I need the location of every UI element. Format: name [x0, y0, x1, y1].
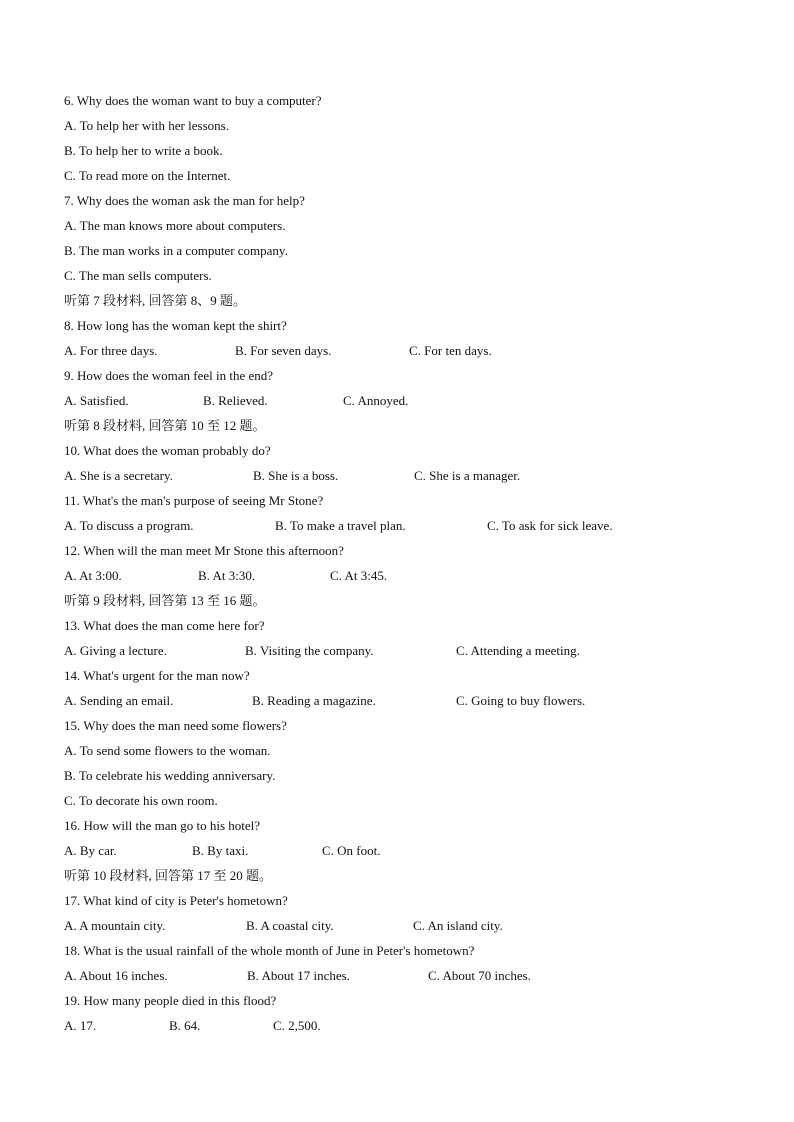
question-line: [0, 813, 794, 838]
option-text: C. To decorate his own room.: [64, 793, 218, 808]
question-text: 19. How many people died in this flood?: [64, 993, 277, 1008]
question-line: [0, 938, 794, 963]
option-a: A. Satisfied.: [64, 393, 129, 408]
question-line: [0, 538, 794, 563]
option-c: C. Attending a meeting.: [456, 643, 580, 658]
question-text: 15. Why does the man need some flowers?: [64, 718, 287, 733]
options-row: [0, 563, 794, 588]
option-a: A. To discuss a program.: [64, 518, 194, 533]
options-row: [0, 463, 794, 488]
question-text: 9. How does the woman feel in the end?: [64, 368, 274, 383]
section-heading-text: 听第 7 段材料, 回答第 8、9 题。: [64, 293, 247, 308]
option-line: [0, 138, 794, 163]
option-line: [0, 238, 794, 263]
option-c: C. For ten days.: [409, 343, 492, 358]
option-b: B. Visiting the company.: [245, 643, 374, 658]
option-line: [0, 113, 794, 138]
option-b: B. About 17 inches.: [247, 968, 350, 983]
option-c: C. An island city.: [413, 918, 503, 933]
question-text: 6. Why does the woman want to buy a computer?: [64, 93, 322, 108]
options-row: [0, 638, 794, 663]
section-heading: [0, 413, 794, 438]
options-row: [0, 513, 794, 538]
option-text: C. The man sells computers.: [64, 268, 212, 283]
options-row: [0, 338, 794, 363]
option-c: C. 2,500.: [273, 1018, 321, 1033]
question-line: [0, 363, 794, 388]
option-line: [0, 763, 794, 788]
question-text: 11. What's the man's purpose of seeing Mr Stone?: [64, 493, 324, 508]
options-row: [0, 1013, 794, 1038]
option-b: B. 64.: [169, 1018, 201, 1033]
option-b: B. A coastal city.: [246, 918, 334, 933]
section-heading: [0, 863, 794, 888]
question-text: 12. When will the man meet Mr Stone this afternoon?: [64, 543, 344, 558]
section-heading-text: 听第 9 段材料, 回答第 13 至 16 题。: [64, 593, 266, 608]
option-line: [0, 263, 794, 288]
option-text: A. The man knows more about computers.: [64, 218, 286, 233]
question-line: [0, 663, 794, 688]
option-b: B. By taxi.: [192, 843, 249, 858]
option-text: B. To celebrate his wedding anniversary.: [64, 768, 276, 783]
option-a: A. For three days.: [64, 343, 158, 358]
option-b: B. Relieved.: [203, 393, 268, 408]
exam-page: [0, 88, 794, 1038]
question-line: [0, 188, 794, 213]
option-a: A. 17.: [64, 1018, 97, 1033]
question-line: [0, 713, 794, 738]
question-text: 14. What's urgent for the man now?: [64, 668, 250, 683]
question-line: [0, 988, 794, 1013]
question-text: 18. What is the usual rainfall of the whole month of June in Peter's hometown?: [64, 943, 475, 958]
option-a: A. Giving a lecture.: [64, 643, 167, 658]
option-text: A. To send some flowers to the woman.: [64, 743, 271, 758]
question-line: [0, 488, 794, 513]
option-a: A. A mountain city.: [64, 918, 166, 933]
option-c: C. To ask for sick leave.: [487, 518, 613, 533]
section-heading: [0, 288, 794, 313]
option-c: C. Annoyed.: [343, 393, 409, 408]
question-line: [0, 313, 794, 338]
option-line: [0, 163, 794, 188]
option-line: [0, 788, 794, 813]
option-c: C. She is a manager.: [414, 468, 521, 483]
option-text: C. To read more on the Internet.: [64, 168, 231, 183]
option-text: B. To help her to write a book.: [64, 143, 223, 158]
option-b: B. To make a travel plan.: [275, 518, 406, 533]
question-text: 7. Why does the woman ask the man for help?: [64, 193, 305, 208]
section-heading: [0, 588, 794, 613]
option-b: B. She is a boss.: [253, 468, 339, 483]
option-c: C. At 3:45.: [330, 568, 388, 583]
option-a: A. By car.: [64, 843, 117, 858]
option-a: A. At 3:00.: [64, 568, 122, 583]
option-c: C. About 70 inches.: [428, 968, 531, 983]
question-text: 10. What does the woman probably do?: [64, 443, 271, 458]
option-a: A. Sending an email.: [64, 693, 174, 708]
option-text: B. The man works in a computer company.: [64, 243, 288, 258]
question-text: 17. What kind of city is Peter's hometown?: [64, 893, 288, 908]
option-b: B. For seven days.: [235, 343, 332, 358]
options-row: [0, 688, 794, 713]
question-line: [0, 613, 794, 638]
question-text: 16. How will the man go to his hotel?: [64, 818, 261, 833]
question-text: 13. What does the man come here for?: [64, 618, 265, 633]
option-a: A. She is a secretary.: [64, 468, 173, 483]
section-heading-text: 听第 10 段材料, 回答第 17 至 20 题。: [64, 868, 273, 883]
option-line: [0, 213, 794, 238]
option-line: [0, 738, 794, 763]
options-row: [0, 963, 794, 988]
question-line: [0, 888, 794, 913]
question-text: 8. How long has the woman kept the shirt?: [64, 318, 287, 333]
question-line: [0, 88, 794, 113]
options-row: [0, 838, 794, 863]
question-line: [0, 438, 794, 463]
section-heading-text: 听第 8 段材料, 回答第 10 至 12 题。: [64, 418, 266, 433]
option-c: C. On foot.: [322, 843, 381, 858]
option-b: B. At 3:30.: [198, 568, 256, 583]
option-c: C. Going to buy flowers.: [456, 693, 586, 708]
option-text: A. To help her with her lessons.: [64, 118, 229, 133]
options-row: [0, 388, 794, 413]
option-b: B. Reading a magazine.: [252, 693, 376, 708]
options-row: [0, 913, 794, 938]
option-a: A. About 16 inches.: [64, 968, 168, 983]
